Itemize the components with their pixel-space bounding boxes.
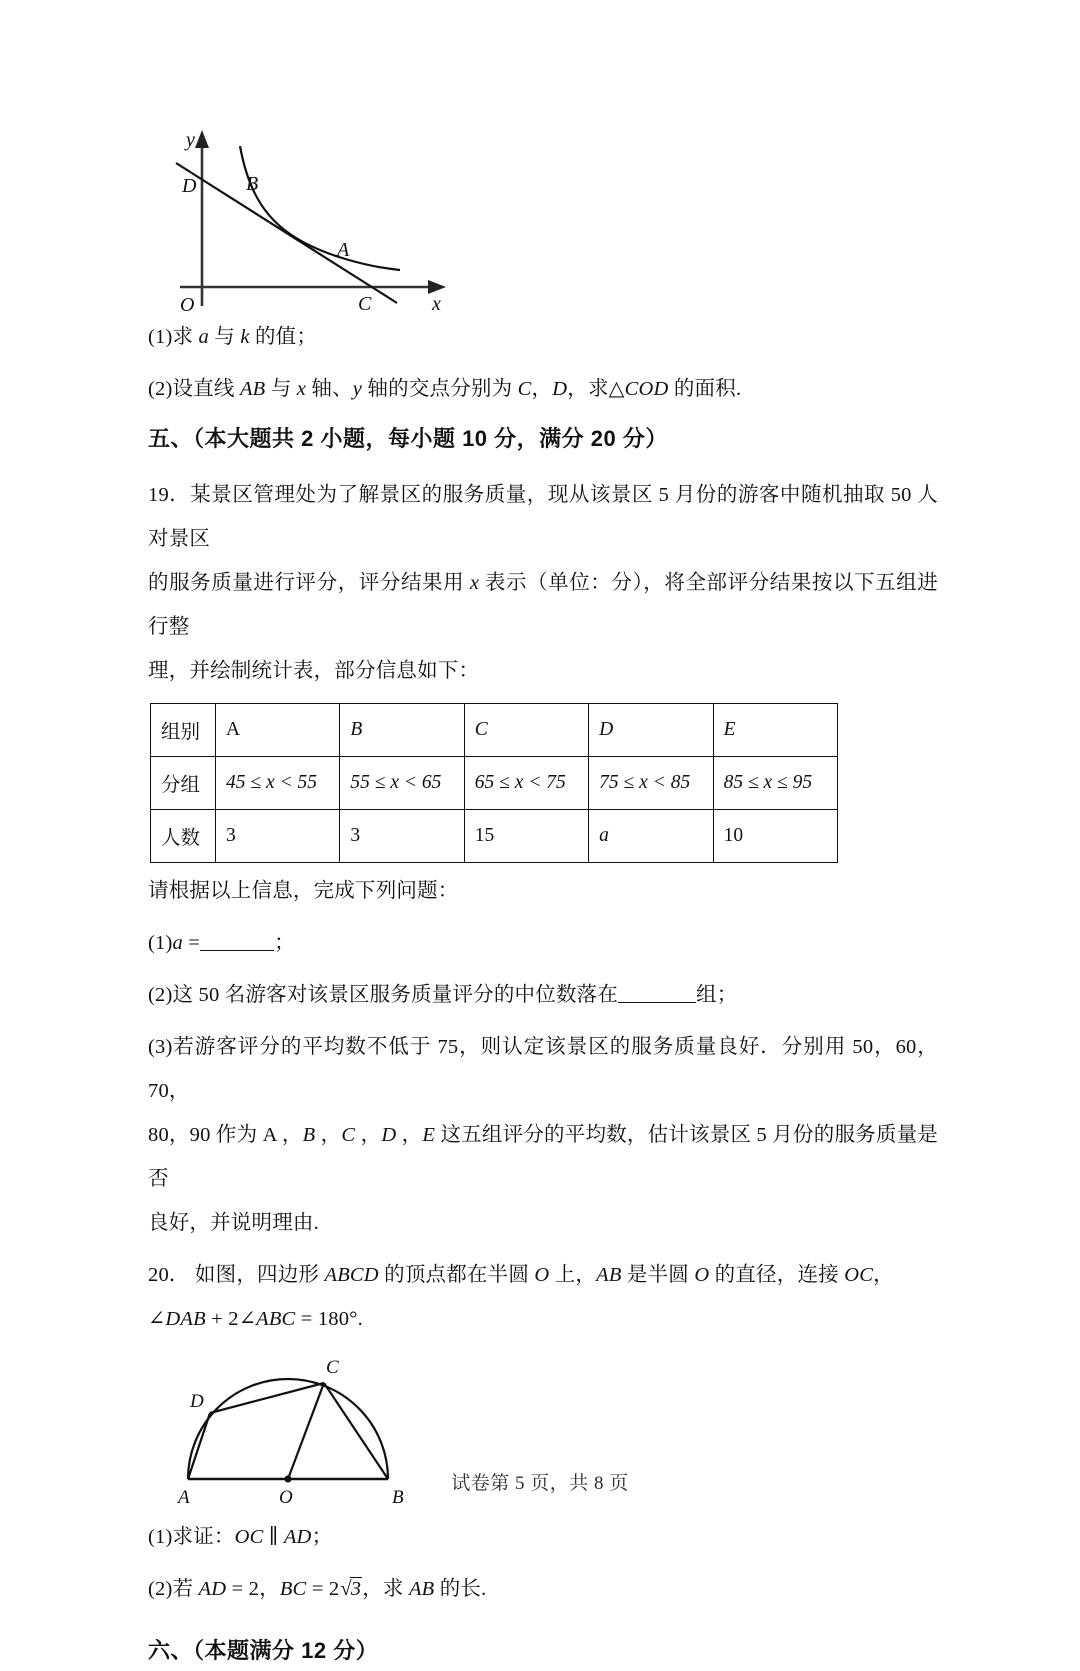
q20-part2 [148,1567,938,1611]
section-five-heading: 五、（本大题共 2 小题，每小题 10 分，满分 20 分） [148,426,668,451]
cell-group-a: A [216,704,340,757]
sqrt-radicand: 3 [350,1578,362,1600]
q20-number: 20． [148,1264,190,1286]
q20-t4: 的直径，连接 [709,1264,845,1286]
q20-part1-pre: (1)求证： [148,1526,235,1548]
answer-blank-median[interactable] [618,982,696,1004]
q18-part2-t1: 与 [265,378,297,400]
q19-part3-d: D [381,1124,397,1146]
line-ab [176,163,397,303]
cell-group-d: D [589,704,713,757]
sqrt-radical-icon: √ [340,1578,352,1600]
q20-part1 [148,1515,938,1559]
q20-part2-bc: BC [279,1578,307,1600]
q20-part2-eq2: = 2 [306,1578,340,1600]
q18-part2-c: C [517,378,532,400]
segment-dc [210,1383,324,1413]
q19-part1-var-a: a [172,932,183,954]
q18-part2-d: D [552,378,568,400]
q20-body-pre: 如图，四边形 [189,1264,325,1286]
q20-abcd: ABCD [324,1264,379,1286]
q19-part2 [148,973,938,1017]
q20-part1-parallel: ∥ [263,1526,284,1548]
q20-t2: 上， [549,1264,597,1286]
q20-part2-post: 的长. [434,1578,487,1600]
q18-part1 [148,315,938,359]
cell-count-b: 3 [340,810,464,863]
section-six-heading: 六、（本题满分 12 分） [148,1638,379,1663]
label-b: B [246,173,259,195]
sqrt-expression [339,1567,362,1611]
q19-body-line1 [148,473,938,561]
cell-group-b: B [340,704,464,757]
q19-part2-post: 组； [696,984,738,1006]
q19-line2-var-x: x [469,572,480,594]
y-axis-arrow [195,130,209,148]
cell-count-d: a [589,810,713,863]
page-content [148,120,938,1671]
x-axis-arrow [428,280,446,294]
q20-part2-pre: (2)若 [148,1578,199,1600]
label-semicircle-o: O [279,1487,293,1508]
q18-part1-pre: (1)求 [148,326,199,348]
q19-part1-pre: (1) [148,932,173,954]
hyperbola-curve [240,146,400,270]
q19-part1 [148,921,938,965]
q18-part2-t3: 轴的交点分别为 [362,378,518,400]
page-footer: 试卷第 5 页，共 8 页 [451,1473,629,1494]
cell-range-d: 75 ≤ x < 85 [589,757,713,810]
q19-part3-s2: ， [355,1124,382,1146]
q20-oc: OC [844,1264,874,1286]
q18-part2-ab: AB [239,378,266,400]
q20-part2-ad: AD [198,1578,227,1600]
q19-part3-s1: ， [315,1124,342,1146]
q20-part1-oc: OC [234,1526,264,1548]
label-semicircle-a: A [178,1487,190,1508]
coordinate-graph-svg [162,120,462,315]
q20-angle-abc: ABC [256,1308,296,1330]
q20-angle-plus: + 2∠ [205,1308,257,1330]
cell-range-b: 55 ≤ x < 65 [340,757,464,810]
cell-group-c: C [464,704,588,757]
semicircle-arc [188,1379,388,1479]
answer-blank-a[interactable] [200,930,274,952]
label-semicircle-b: B [392,1487,404,1508]
q18-part2-cod: COD [624,378,669,400]
q18-part2-x: x [296,378,307,400]
q18-part2-pre: (2)设直线 [148,378,240,400]
q18-part1-mid: 与 [208,326,241,348]
q18-part2-t4: ， [531,378,553,400]
q20-angle-eq: = 180°. [295,1308,363,1330]
q18-part2 [148,367,938,411]
q19-part3-line3: 良好，并说明理由. [148,1212,319,1234]
q20-part2-ab: AB [408,1578,435,1600]
row-label-group: 组别 [151,704,216,757]
q20-body-line1 [148,1253,938,1297]
q19-part1-post: ； [274,932,295,954]
cell-range-e: 85 ≤ x ≤ 95 [713,757,837,810]
q20-t1: 的顶点都在半圆 [378,1264,535,1286]
q19-part3-line2 [148,1113,938,1201]
cell-count-c: 15 [464,810,588,863]
q19-part3-s3: ， [396,1124,423,1146]
q18-part2-t6: 的面积. [668,378,742,400]
q18-part1-var-k: k [240,326,250,348]
table-row-counts [151,810,838,863]
q19-body-line2 [148,561,938,649]
q20-ab: AB [596,1264,622,1286]
cell-count-e: 10 [713,810,837,863]
q19-part3-line1: (3)若游客评分的平均数不低于 75，则认定该景区的服务质量良好．分别用 50，60，70， [148,1036,938,1102]
q19-line2-post: 表示（单位：分），将全部评分结果按以下五组进行整 [148,572,938,638]
label-x-axis: x [432,293,441,315]
q19-part1-eq: = [182,932,201,954]
table-row-groups [151,704,838,757]
q19-part3-l2-pre: 80，90 作为 A ， [148,1124,303,1146]
label-a: A [337,239,350,261]
row-label-count: 人数 [151,810,216,863]
q18-part1-post: 的值； [249,326,318,348]
q20-t3: 是半圆 [621,1264,695,1286]
row-label-range: 分组 [151,757,216,810]
label-y-axis: y [186,129,195,151]
label-d: D [182,175,197,197]
q20-angle-condition [148,1297,938,1341]
label-origin: O [180,294,195,315]
q19-prompt: 请根据以上信息，完成下列问题： [148,880,459,902]
cell-count-a: 3 [216,810,340,863]
q20-o1: O [534,1264,550,1286]
table-row-ranges [151,757,838,810]
cell-group-e: E [713,704,837,757]
q19-part2-pre: (2)这 50 名游客对该景区服务质量评分的中位数落在 [148,984,619,1006]
q18-part2-t2: 轴、 [306,378,353,400]
q20-part2-mid: ，求 [362,1578,409,1600]
label-semicircle-c: C [326,1357,339,1378]
q18-part2-t5: ，求△ [567,378,625,400]
q19-number: 19． [148,484,191,506]
q20-o2: O [694,1264,710,1286]
label-c: C [358,293,372,315]
q19-part3-l2-post: 这五组评分的平均数，估计该景区 5 月份的服务质量是否 [148,1124,939,1190]
q19-line1-text: 某景区管理处为了解景区的服务质量，现从该景区 5 月份的游客中随机抽取 50 人对景区 [148,484,938,550]
q19-part3-b: B [302,1124,316,1146]
q20-part1-ad: AD [283,1526,312,1548]
cell-range-c: 65 ≤ x < 75 [464,757,588,810]
q19-line2-pre: 的服务质量进行评分，评分结果用 [148,572,470,594]
q19-body-line3: 理，并绘制统计表，部分信息如下： [148,660,480,682]
cell-range-a: 45 ≤ x < 55 [216,757,340,810]
q18-part2-y: y [352,378,363,400]
q20-t5: ， [873,1264,894,1286]
q20-angle-pre: ∠ [148,1308,166,1330]
statistics-table [150,703,838,863]
q20-part1-post: ； [311,1526,333,1548]
q18-part1-var-a: a [198,326,209,348]
q20-angle-dab: DAB [165,1308,206,1330]
figure-coordinate-graph [162,120,462,315]
q19-part3-c: C [341,1124,356,1146]
label-semicircle-d: D [190,1391,204,1412]
q19-part3-e: E [422,1124,436,1146]
q20-part2-eq1: = 2， [226,1578,280,1600]
segment-cb [324,1383,388,1479]
segment-oc [288,1383,324,1479]
